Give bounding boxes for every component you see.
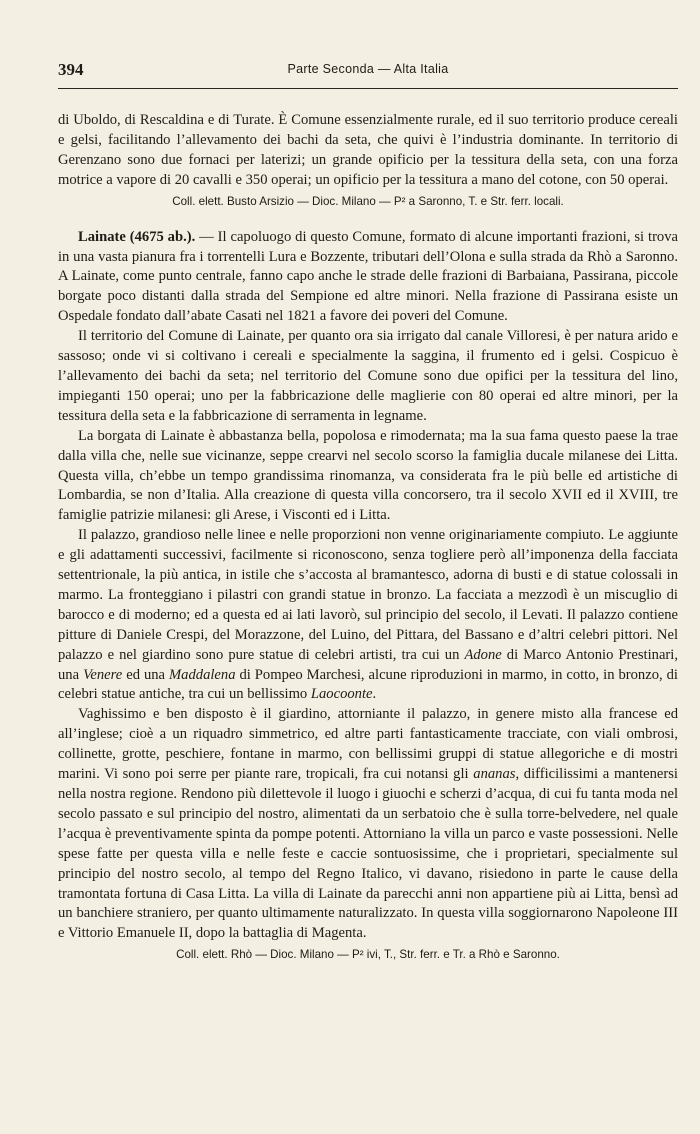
paragraph-continuation: di Uboldo, di Rescaldina e di Turate. È Comune essenzialmente rurale, ed il suo territorio produce cereali e gelsi, facilitando l’allevamento dei bachi da seta, che quivi è l’industria dominante. In territorio di Gerenzano sono due fornaci per laterizi; un grande opificio per la tessitura della seta, con una forza motrice a vapore di 20 cavalli e 350 operai; un opificio per la tessitura a mano del cotone, con 50 operai.: [58, 112, 678, 188]
running-head: Parte Seconda — Alta Italia: [287, 62, 449, 76]
collegio-note-rho: Coll. elett. Rhò — Dioc. Milano — P² ivi, T., Str. ferr. e Tr. a Rhò e Saronno.: [176, 948, 560, 962]
page-number: 394: [58, 60, 84, 79]
header-rule: [58, 88, 678, 89]
italic-laocoonte: Laocoonte: [310, 686, 373, 703]
text-run: ed una: [122, 666, 170, 683]
italic-maddalena: Maddalena: [169, 666, 236, 683]
text-run: .: [372, 686, 377, 703]
paragraph-borgata: La borgata di Lainate è abbastanza bella, popolosa e rimodernata; ma la sua fama questo paese la trae dalla villa che, nelle sue vicinanze, seppe crearvi nel secolo scorso la famiglia ducale milanese dei Litta. Questa villa, ch’ebbe un tempo grandissima rinomanza, va considerata fra le più belle ed artistiche di Lombardia, se non d’Italia. Alla creazione di questa villa concorsero, tra il secolo XVII ed il XVIII, tre famiglie patrizie milanesi: gli Arese, i Visconti ed i Litta.: [58, 427, 678, 524]
book-page: [58, 58, 678, 965]
italic-ananas: ananas: [473, 766, 516, 783]
paragraph-palazzo: [58, 526, 678, 705]
entry-title-lainate: Lainate (4675 ab.).: [78, 228, 196, 245]
paragraph-text: — Il capoluogo di questo Comune, formato di alcune importanti frazioni, si trova in una vasta pianura fra i torrentelli Lura e Bozzente, tributari dell’Olona e sulla strada da Rhò a Saronno. A Lainate, come punto centrale, fanno capo anche le strade delle frazioni di Barbaiana, Passirana, piccole borgate poco distanti dalla strada del Sempione ed altre minori. Nella frazione di Passirana esiste un Ospedale fondato dall’abate Casati nel 1821 a favore dei poveri del Comune.: [58, 228, 678, 325]
page-header: [58, 58, 678, 86]
text-run: di Marco Antonio Prestinari, una: [58, 646, 678, 683]
italic-venere: Venere: [83, 666, 123, 683]
paragraph-territorio: Il territorio del Comune di Lainate, per quanto ora sia irrigato dal canale Villoresi, è per natura arido e sassoso; onde vi si coltivano i cereali e specialmente la saggina, il frumento ed i gelsi. Cospicuo è l’allevamento dei bachi da seta; nel territorio del Comune sono due opifici per la tessitura del lino, impieganti 150 operai; uno per la fabbricazione delle maglierie con 80 operai ed altre minori, per la tessitura della seta e la fabbricazione di serramenta in legname.: [58, 328, 678, 424]
text-run: , difficilissimi a mantenersi nella nostra regione. Rendono più dilettevole il luogo i giuochi e scherzi d’acqua, di cui fu tanta moda nel secolo passato e sul principio del nostro, alimentati da un serbatoio che è sulla torre-belvedere, nel quale l’acqua è preventivamente spinta da pompe potenti. Attorniano la villa un parco e vaste possessioni. Nelle spese fatte per questa villa e nelle feste e caccie sontuosissime, che i proprietari, specialmente sul principio del nostro secolo, al tempo del Regno Italico, vi davano, risiedono in parte le cause della tramontata fortuna di Casa Litta. La villa di Lainate da parecchi anni non appartiene più ai Litta, bensì ad un banchiere straniero, per quanto ultimamente naturalizzato. In questa villa soggiornarono Napoleone III e Vittorio Emanuele II, dopo la battaglia di Magenta.: [58, 766, 678, 942]
paragraph-lainate-intro: [58, 228, 678, 328]
text-run: Vaghissimo e ben disposto è il giardino, attorniante il palazzo, in genere misto alla francese ed all’inglese; cioè a un riquadro simmetrico, ed altre parti fantasticamente tracciate, con viali ombrosi, collinette, grotte, peschiere, fontane in marmo, con bellissimi gruppi di statue allegoriche e di mostri marini. Vi sono poi serre per piante rare, tropicali, fra cui notansi gli: [58, 706, 678, 783]
paragraph-giardino: [58, 705, 678, 944]
text-run: di Pompeo Marchesi, alcune riproduzioni in marmo, in cotto, in bronzo, di celebri statue antiche, tra cui un bellissimo: [58, 666, 678, 703]
text-run: Il palazzo, grandioso nelle linee e nelle proporzioni non venne originariamente compiuto. Le aggiunte e gli adattamenti successivi, facilmente si riconoscono, senza togliere però all’imponenza della facciata settentrionale, la più antica, in istile che s’accosta al bramantesco, adorna di busti e di statue colossali in marmo. La fronteggiano i pilastri con grandi statue in bronzo. La facciata a mezzodì è un miscuglio di barocco e di moderno; ed a questa ed ai lati lavorò, sul principio del secolo, il Levati. Il palazzo contiene pitture di Daniele Crespi, del Morazzone, del Luino, del Pittara, del Bassano e d’altri celebri pittori. Nel palazzo e nel giardino sono pure statue di celebri artisti, tra cui un: [58, 527, 678, 663]
collegio-note-busto-arsizio: Coll. elett. Busto Arsizio — Dioc. Milano — P² a Saronno, T. e Str. ferr. locali.: [172, 194, 564, 208]
body-text: [58, 111, 678, 965]
italic-adone: Adone: [464, 646, 502, 663]
